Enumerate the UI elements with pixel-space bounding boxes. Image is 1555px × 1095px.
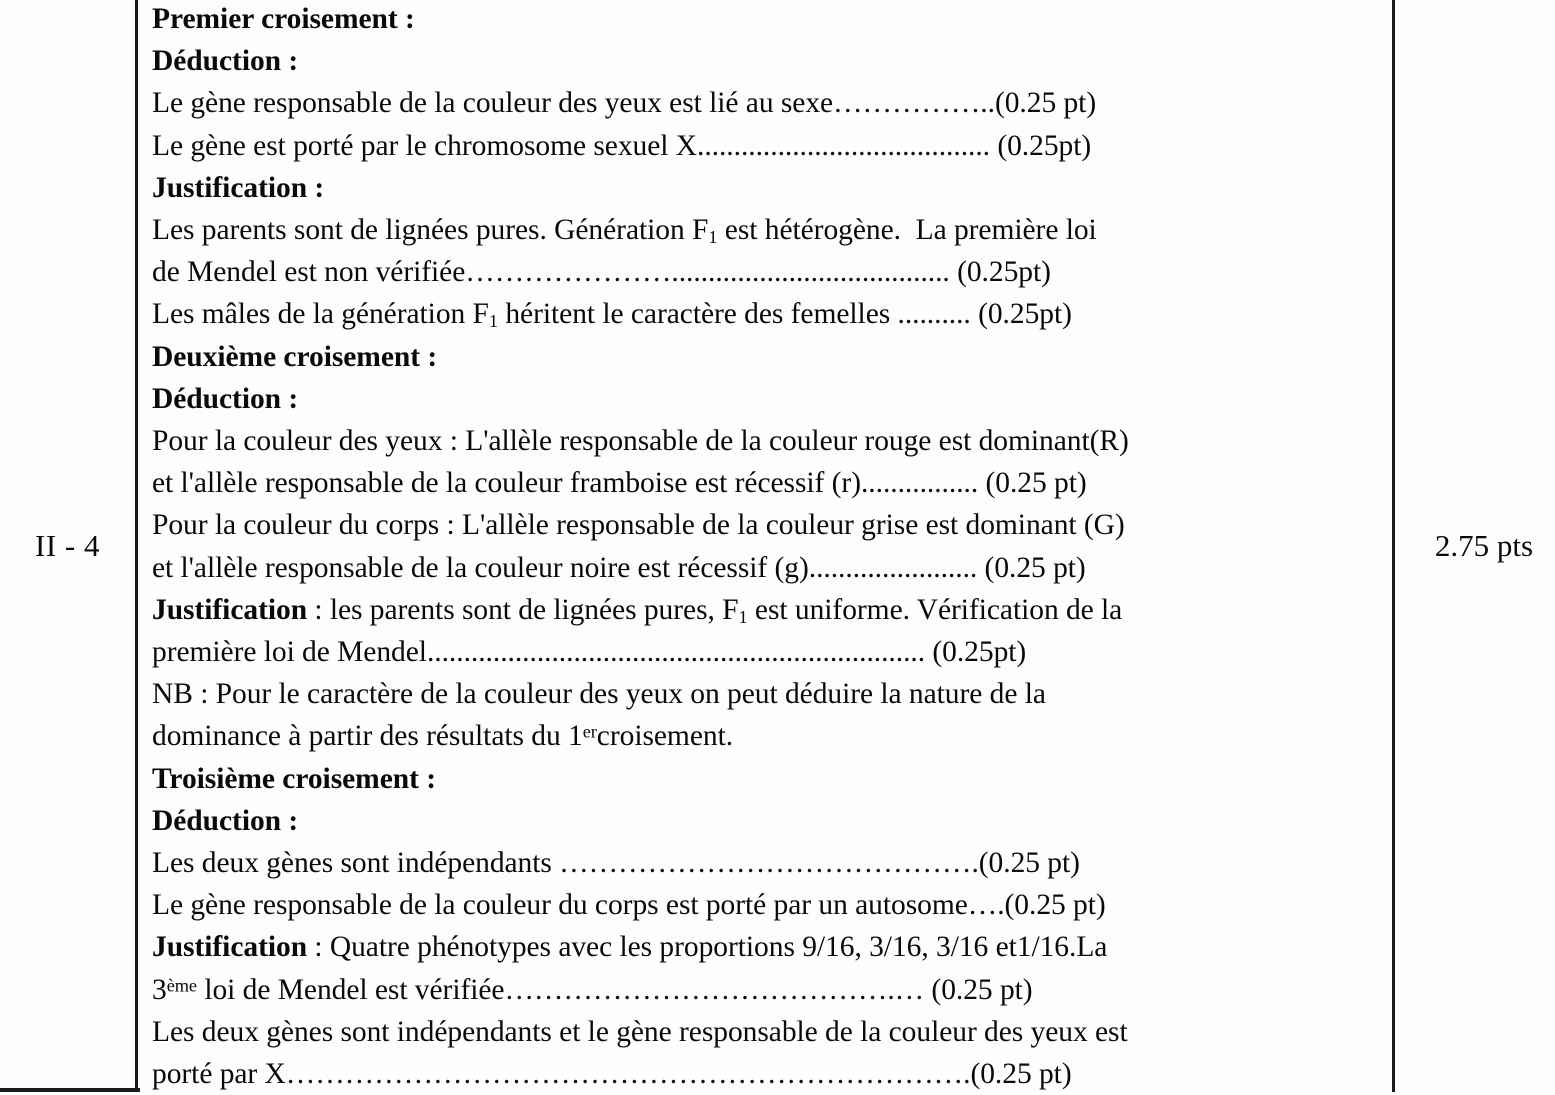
- line-couleur-yeux-rouge: Pour la couleur des yeux : L'allèle responsable de la couleur rouge est dominant(R): [152, 425, 1129, 458]
- heading-deduction-3: Déduction :: [152, 804, 299, 837]
- heading-justification-3: Justification : Quatre phénotypes avec les proportions 9/16, 3/16, 3/16 et1/16.La: [152, 931, 1108, 964]
- heading-deduction-2: Déduction :: [152, 382, 299, 415]
- line-3eme-loi-mendel: 3ème loi de Mendel est vérifiée………………………………….… (0.25 pt): [152, 973, 1033, 1006]
- line-males-f1: Les mâles de la génération $F_1$ héritent le caractère des femelles .......... (0.25pt): [152, 298, 1072, 332]
- line-nb-caractere-yeux: NB : Pour le caractère de la couleur des yeux on peut déduire la nature de la: [152, 678, 1046, 711]
- heading-deduction-1: Déduction :: [152, 45, 299, 78]
- heading-deuxieme-croisement: Deuxième croisement :: [152, 340, 438, 373]
- line-genes-independants: Les deux gènes sont indépendants …………………………………….(0.25 pt): [152, 847, 1080, 880]
- line-premiere-loi-mendel: première loi de Mendel.................................................................... (0.25pt): [152, 636, 1027, 669]
- line-mendel-non-verifiee: de Mendel est non vérifiée…………………...................................... (0.25pt): [152, 256, 1051, 289]
- line-gene-lie-au-sexe: Le gène responsable de la couleur des yeux est lié au sexe……………..(0.25 pt): [152, 87, 1097, 120]
- line-noire-recessif: et l'allèle responsable de la couleur noire est récessif (g)....................... (0.25 pt): [152, 551, 1086, 584]
- question-number-cell: [0, 0, 135, 1092]
- answer-text-block: [152, 0, 1396, 1095]
- heading-troisieme-croisement: Troisième croisement :: [152, 762, 436, 795]
- table-bottom-rule: [0, 1088, 140, 1092]
- points-value: 2.75 pts: [1434, 528, 1534, 563]
- line-gene-porte-x: Le gène est porté par le chromosome sexuel X........................................ (0.25pt): [152, 129, 1092, 162]
- question-number-label: II - 4: [35, 528, 100, 563]
- answer-body-cell: [135, 0, 1395, 1092]
- line-genes-independants-x: Les deux gènes sont indépendants et le gène responsable de la couleur des yeux est: [152, 1015, 1128, 1048]
- line-parents-lignees-pures: Les parents sont de lignées pures. Génération $F_1$ est hétérogène. La première loi: [152, 214, 1097, 248]
- line-couleur-corps-grise: Pour la couleur du corps : L'allèle responsable de la couleur grise est dominant (G): [152, 509, 1125, 542]
- heading-premier-croisement: Premier croisement :: [152, 3, 415, 35]
- line-corps-autosome: Le gène responsable de la couleur du corps est porté par un autosome….(0.25 pt): [152, 889, 1106, 922]
- line-framboise-recessif: et l'allèle responsable de la couleur framboise est récessif (r)................ (0.25 pt): [152, 467, 1087, 500]
- line-dominance-resultats: dominance à partir des résultats du 1ercroisement.: [152, 720, 734, 753]
- heading-justification-1: Justification :: [152, 171, 325, 204]
- points-cell: [1395, 0, 1555, 1092]
- heading-justification-2: Justification : les parents sont de lignées pures, $F_1$ est uniforme. Vérification de la: [152, 593, 1123, 627]
- line-porte-par-x: porté par X…………………………………………………………….(0.25 pt): [152, 1058, 1072, 1091]
